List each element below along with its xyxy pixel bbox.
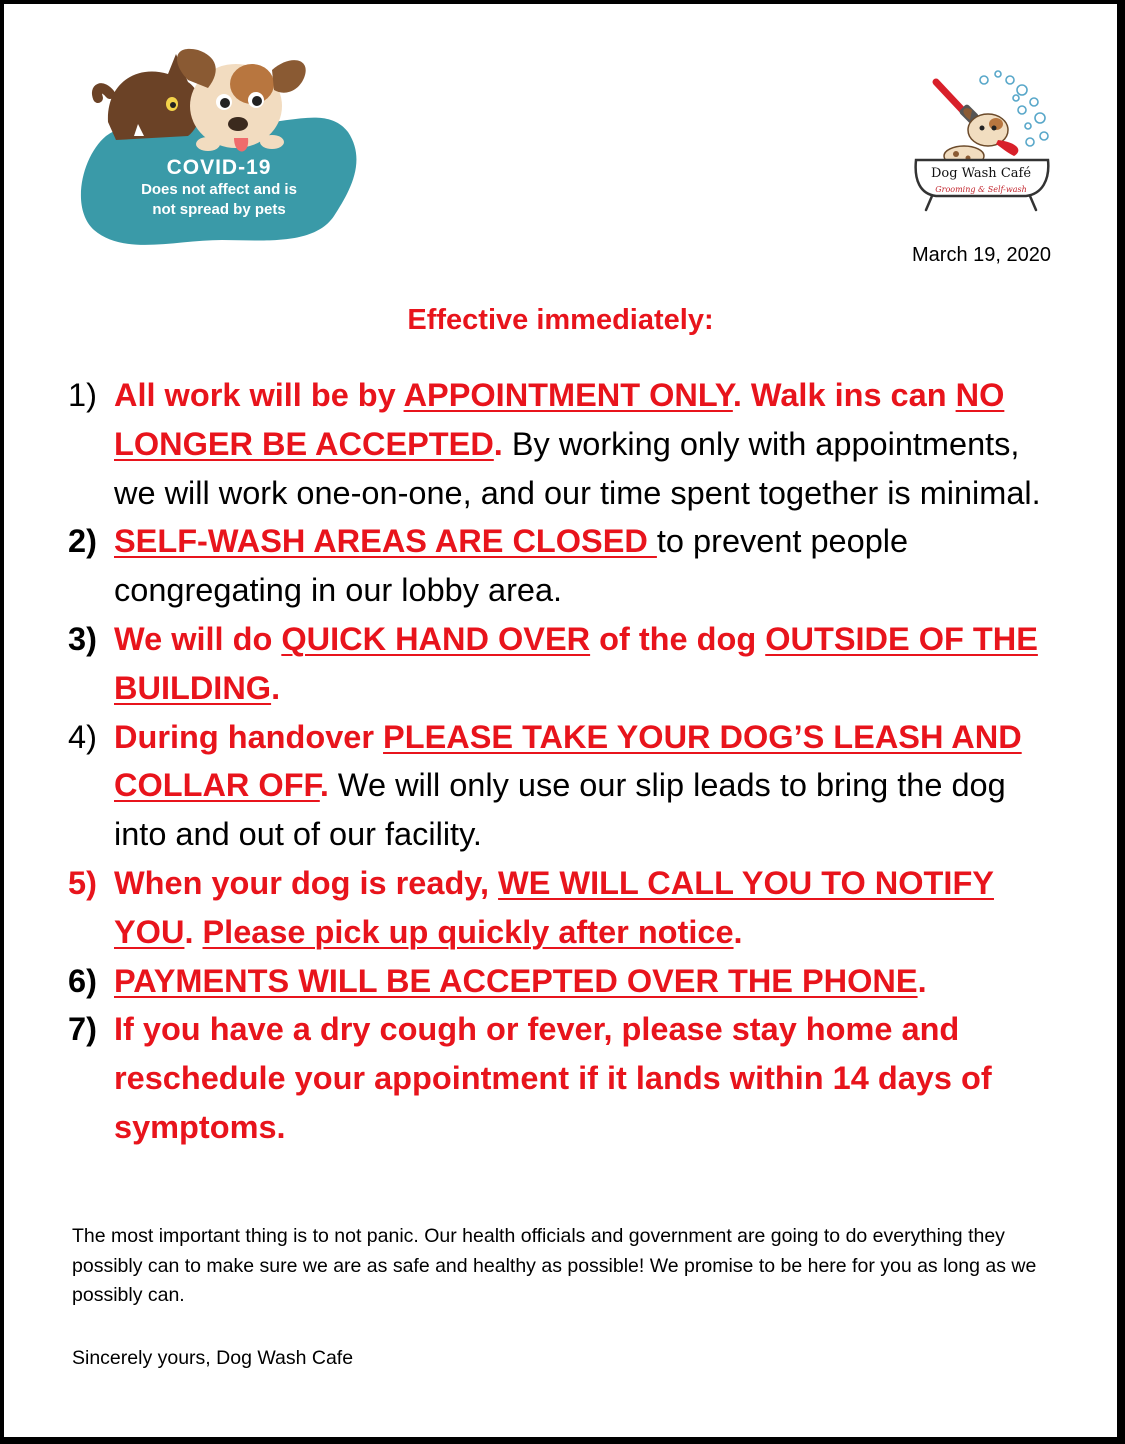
rule-text: During handover [114, 718, 384, 755]
rule-text: All work will be by [114, 377, 404, 413]
rule-text: We will do [114, 620, 282, 657]
covid-line2: not spread by pets [152, 201, 286, 218]
rule-item-5 [68, 859, 1048, 957]
rule-text: of the dog [590, 620, 766, 657]
rule-text: . [271, 669, 281, 706]
rule-text: . [319, 767, 329, 804]
rule-item-4 [68, 713, 1048, 859]
brush-icon [936, 82, 980, 125]
rule-emphasis: WE WILL CALL YOU TO NOTIFY YOU [114, 864, 994, 950]
rule-number: 7) [68, 1011, 97, 1048]
logo-name: Dog Wash Café [930, 166, 1032, 181]
rule-emphasis: APPOINTMENT ONLY [403, 377, 733, 413]
rule-text: . [184, 913, 203, 950]
rule-text: When your dog is ready, [114, 864, 499, 901]
rule-item-6 [68, 957, 1048, 1006]
rule-text: . [917, 962, 927, 999]
rule-number: 6) [68, 962, 97, 999]
rule-text: If you have a dry cough or fever, please stay home and reschedule your appointment if it lands within 14 days of symptoms. [114, 1011, 992, 1145]
covid-line1: Does not affect and is [141, 181, 297, 198]
rule-number: 4) [68, 718, 97, 755]
rule-number: 5) [68, 864, 97, 901]
rule-number: 2) [68, 523, 97, 560]
rule-emphasis: PAYMENTS WILL BE ACCEPTED OVER THE PHONE [114, 962, 918, 999]
rule-detail: to prevent people congregating in our lobby area. [114, 523, 909, 609]
rule-item-2 [68, 517, 1048, 615]
rule-detail: We will only use our slip leads to bring the dog into and out of our facility. [114, 767, 1006, 853]
rule-text: . Walk ins can [732, 377, 956, 413]
rule-item-3 [68, 615, 1048, 713]
rule-emphasis: PLEASE TAKE YOUR DOG’S LEASH AND COLLAR OFF [114, 718, 1022, 804]
covid-title: COVID-19 [166, 156, 272, 179]
rules-list [68, 371, 1048, 1152]
signoff: Sincerely yours, Dog Wash Cafe [72, 1347, 354, 1369]
rule-number: 3) [68, 620, 97, 657]
rule-text: . [493, 425, 503, 462]
closing-paragraph: The most important thing is to not panic. Our health officials and government are going to do everything they possibly can to make sure we are as safe and healthy as possible! We promise to be here for you as long as we possibly can. [72, 1225, 1037, 1306]
notice-heading: Effective immediately: [407, 304, 714, 336]
rule-number: 1) [68, 377, 97, 413]
letter-date: March 19, 2020 [912, 244, 1051, 266]
rule-emphasis: SELF-WASH AREAS ARE CLOSED [114, 523, 657, 560]
rule-emphasis: OUTSIDE OF THE BUILDING [114, 620, 1038, 706]
rule-item-7 [68, 1005, 1048, 1151]
rule-emphasis: NO LONGER BE ACCEPTED [114, 377, 1005, 462]
washing-dog-icon [944, 108, 1018, 166]
rule-emphasis: Please pick up quickly after notice [202, 913, 734, 950]
logo-tagline: Grooming & Self-wash [935, 185, 1027, 194]
rule-detail: By working only with appointments, we will work one-on-one, and our time spent together is minimal. [114, 425, 1041, 511]
notice-page [4, 4, 1117, 1437]
rule-emphasis: QUICK HAND OVER [281, 620, 591, 657]
rule-text: . [733, 913, 743, 950]
covid-badge-text [104, 156, 334, 220]
rule-item-1 [68, 371, 1048, 517]
